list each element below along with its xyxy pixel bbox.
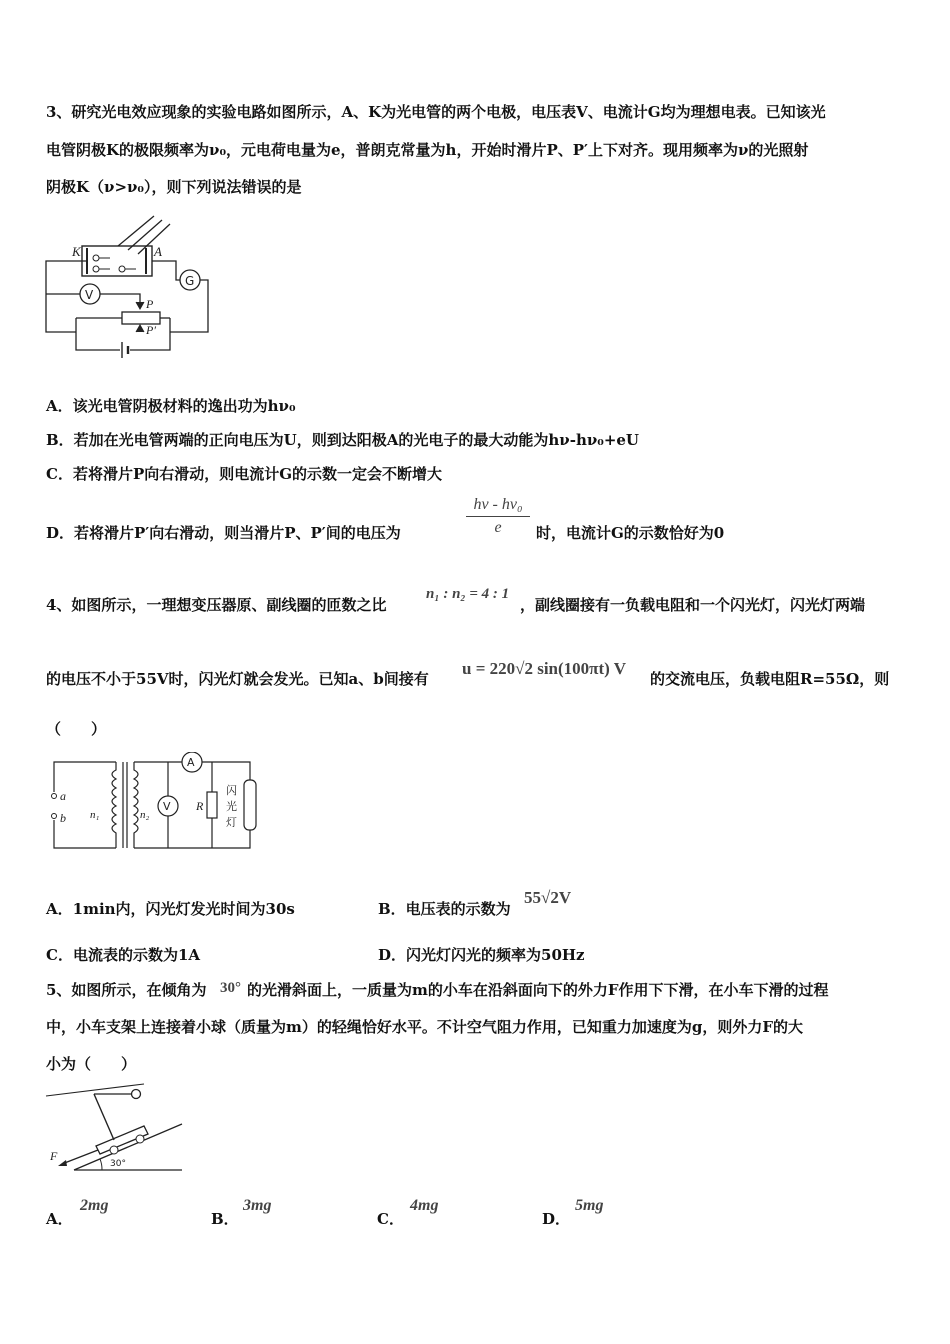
q4-turns-ratio: n₁ : n₂ = 4 : 1 <box>426 586 510 602</box>
q4-terminal-b <box>52 814 57 819</box>
q4-label-ammeter: A <box>187 756 195 769</box>
q5-option-b-label: B． <box>211 1210 239 1228</box>
q5-ball <box>132 1090 141 1099</box>
q5-label-force: F <box>50 1149 58 1163</box>
q4-secondary-coil <box>134 762 138 848</box>
q4-lamp-char-1: 闪 <box>226 784 237 797</box>
q3-electron <box>93 255 99 261</box>
q5-option-b-value: 3mg <box>243 1197 272 1214</box>
q4-voltage-expression: u = 220√2 sin(100πt) V <box>462 659 627 678</box>
q5-stem-line3: 小为（ ） <box>46 1055 137 1073</box>
q4-resistor <box>207 792 217 818</box>
q3-wire <box>152 261 181 280</box>
q3-slider-arrow <box>136 302 144 309</box>
q4-label-b: b <box>60 811 66 825</box>
q4-wire <box>54 762 116 792</box>
q3-wire <box>100 294 140 302</box>
q4-wire <box>134 830 250 848</box>
q4-stem-line1-suffix: ，副线圈接有一负载电阻和一个闪光灯，闪光灯两端 <box>520 596 866 614</box>
q4-option-d: D．闪光灯闪光的频率为50Hz <box>378 946 585 964</box>
q5-incline-cart-figure <box>44 1082 190 1174</box>
q4-option-b-value: 55√2V <box>524 888 572 907</box>
q5-cart-wheel <box>110 1146 118 1154</box>
q4-lamp-char-2: 光 <box>226 800 237 813</box>
q3-label-k: K <box>72 244 81 259</box>
q5-option-c-label: C． <box>377 1210 404 1228</box>
q3-fraction-bar <box>466 516 530 517</box>
q4-option-c: C．电流表的示数为1A <box>46 946 201 964</box>
q3-label-v: V <box>85 288 94 302</box>
q3-stem-line1: 3、研究光电效应现象的实验电路如图所示，A、K为光电管的两个电极，电压表V、电流计G均为理想电表。已知该光 <box>46 103 826 121</box>
q4-option-b-prefix: B．电压表的示数为 <box>378 900 511 918</box>
q4-terminal-a <box>52 794 57 799</box>
q3-stem-line2: 电管阴极K的极限频率为ν₀，元电荷电量为e，普朗克常量为h，开始时滑片P、P′上下对齐。现用频率为ν的光照射 <box>46 141 809 159</box>
q4-flash-lamp <box>244 780 256 830</box>
q3-electron <box>93 266 99 272</box>
q3-electron <box>119 266 125 272</box>
q5-stem-line1-suffix: 的光滑斜面上，一质量为m的小车在沿斜面向下的外力F作用下下滑，在小车下滑的过程 <box>247 981 829 999</box>
q5-force-arrowhead <box>58 1160 67 1166</box>
q3-label-g: G <box>185 274 195 288</box>
q5-incline-angle: 30° <box>220 980 241 996</box>
q3-option-a: A．该光电管阴极材料的逸出功为hν₀ <box>46 397 296 415</box>
q3-wire <box>130 346 170 350</box>
q3-fraction-numerator: hν - hν₀ <box>473 496 523 513</box>
q4-lamp-char-3: 灯 <box>226 816 237 829</box>
q3-option-d-suffix: 时，电流计G的示数恰好为0 <box>536 524 725 542</box>
q3-option-b: B．若加在光电管两端的正向电压为U，则到达阳极A的光电子的最大动能为hν-hν₀+eU <box>46 431 640 449</box>
q3-wire <box>76 340 120 350</box>
q4-option-a: A．1min内，闪光灯发光时间为30s <box>46 900 295 918</box>
q5-stem-line2: 中，小车支架上连接着小球（质量为m）的轻绳恰好水平。不计空气阻力作用，已知重力加速度为g，则外力F的大 <box>46 1018 804 1036</box>
q3-stem-line3: 阴极K（ν>ν₀），则下列说法错误的是 <box>46 178 302 196</box>
q3-slider-arrow <box>136 325 144 332</box>
q3-option-c: C．若将滑片P向右滑动，则电流计G的示数一定会不断增大 <box>46 465 443 483</box>
q5-angle-arc <box>100 1159 102 1170</box>
q4-label-voltmeter: V <box>163 800 171 813</box>
q5-option-a-label: A． <box>46 1210 73 1228</box>
q4-stem-line2-prefix: 的电压不小于55V时，闪光灯就会发光。已知a、b间接有 <box>46 670 429 688</box>
q3-photoelectric-circuit-figure <box>42 208 214 364</box>
q4-label-n2: n₂ <box>140 809 150 821</box>
q4-label-n1: n₁ <box>90 809 100 821</box>
q3-option-d-fraction <box>466 496 530 537</box>
q5-cart-support <box>94 1094 114 1140</box>
q5-stem-line1-prefix: 5、如图所示，在倾角为 <box>46 981 207 999</box>
q4-transformer-circuit-figure <box>46 752 262 854</box>
q3-label-p: P <box>146 297 154 311</box>
q4-label-r: R <box>196 799 204 813</box>
q5-option-c-value: 4mg <box>410 1197 439 1214</box>
q4-stem-line3: （ ） <box>46 720 107 738</box>
q3-label-a: A <box>154 244 162 259</box>
q5-label-angle: 30° <box>110 1159 126 1169</box>
q5-option-d-value: 5mg <box>575 1197 604 1214</box>
q5-cart-wheel <box>136 1135 144 1143</box>
q4-wire <box>202 762 250 780</box>
q3-label-p-prime: P′ <box>146 323 156 337</box>
q5-option-a-value: 2mg <box>80 1197 109 1214</box>
q4-stem-line2-suffix: 的交流电压，负载电阻R=55Ω，则 <box>650 670 890 688</box>
q5-incline-surface <box>74 1124 182 1170</box>
q3-option-d-prefix: D．若将滑片P′向右滑动，则当滑片P、P′间的电压为 <box>46 524 401 542</box>
q4-label-a: a <box>60 789 66 803</box>
q4-stem-line1-prefix: 4、如图所示，一理想变压器原、副线圈的匝数之比 <box>46 596 387 614</box>
q5-option-d-label: D． <box>542 1210 571 1228</box>
q3-fraction-denominator: e <box>494 519 502 536</box>
q4-primary-coil <box>112 762 116 848</box>
